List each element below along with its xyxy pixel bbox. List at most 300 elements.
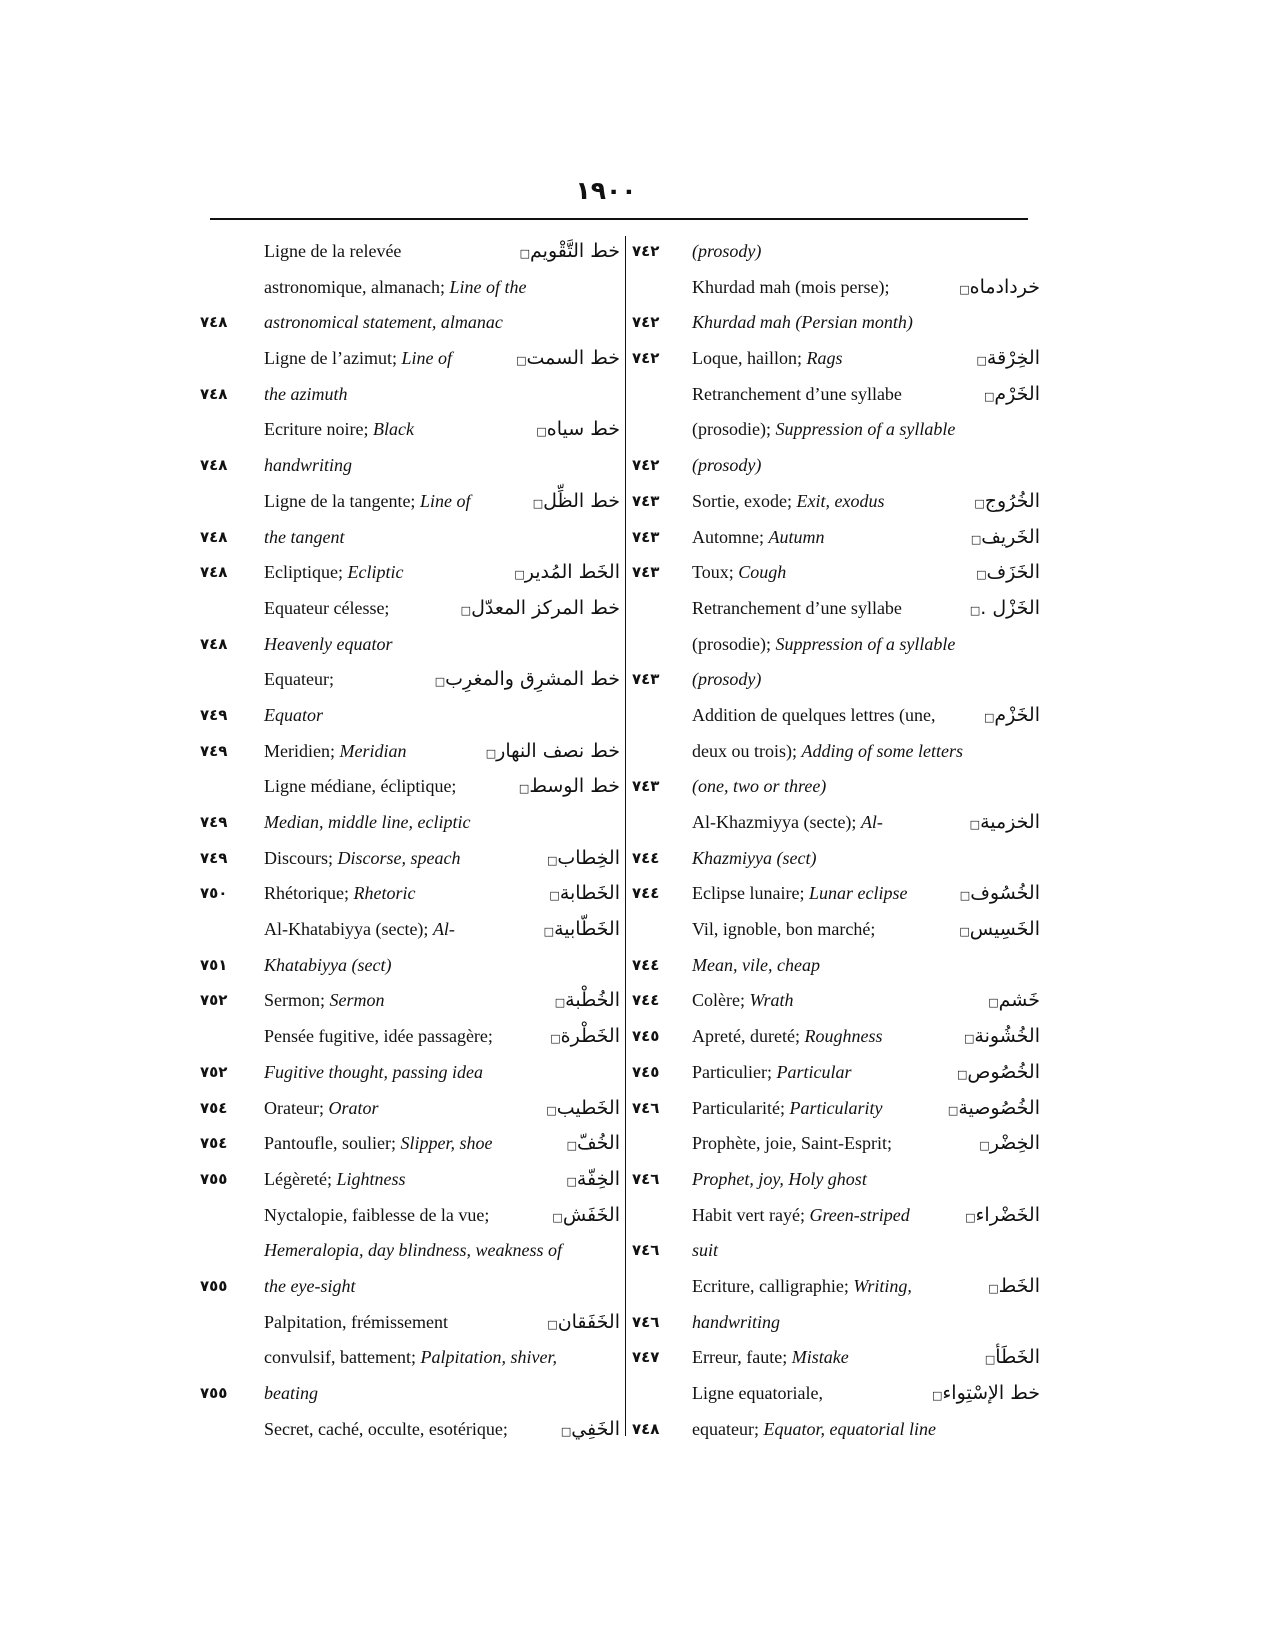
entry-line <box>200 270 620 306</box>
french-text: Rhétorique; <box>264 883 354 904</box>
entry-line <box>200 627 620 663</box>
french-text: Secret, caché, occulte, esotérique; <box>264 1418 508 1439</box>
french-text: Equateur; <box>264 669 334 690</box>
english-text: Autumn <box>768 526 825 547</box>
arabic-headword: الخَطَأ □ <box>985 1340 1040 1378</box>
entry-line <box>632 1162 1040 1198</box>
reference-number: ٧٤٦ <box>632 1241 660 1260</box>
entry-line <box>632 1269 1040 1305</box>
entry-line <box>632 341 1040 377</box>
entry-line <box>632 876 1040 912</box>
entry-line <box>200 1126 620 1162</box>
translation-text <box>264 1055 483 1091</box>
arabic-headword: الخَريف □ <box>971 520 1040 558</box>
english-text: the tangent <box>264 526 345 547</box>
reference-number: ٧٤٨ <box>200 384 228 403</box>
entry-line <box>632 983 1040 1019</box>
translation-text <box>692 1126 892 1162</box>
english-text: Rags <box>806 348 843 369</box>
translation-text <box>264 841 460 877</box>
entry-line <box>200 983 620 1019</box>
arabic-headword: الخِطاب □ <box>547 841 620 879</box>
english-text: the azimuth <box>264 383 348 404</box>
reference-number: ٧٤٢ <box>632 242 660 260</box>
translation-text <box>264 1269 355 1305</box>
french-text: Ligne de l’azimut; <box>264 348 402 369</box>
entry-line <box>200 769 620 805</box>
translation-text <box>692 591 902 627</box>
translation-text <box>692 1376 823 1412</box>
arabic-headword: خط نصف النهار □ <box>486 734 620 772</box>
entry-line <box>200 448 620 484</box>
entry-line <box>200 341 620 377</box>
english-text: Particularity <box>789 1097 883 1118</box>
entry-line <box>632 234 1040 270</box>
english-text: Al- <box>860 812 883 832</box>
reference-number: ٧٤٨ <box>200 563 228 582</box>
translation-text <box>692 805 883 841</box>
reference-number: ٧٤٤ <box>632 884 660 903</box>
english-text: astronomical statement, almanac <box>264 312 503 333</box>
arabic-headword: الخَضْراء □ <box>965 1198 1040 1236</box>
entry-line <box>632 769 1040 805</box>
column-divider <box>625 236 626 1436</box>
translation-text <box>692 1340 849 1376</box>
entry-line <box>200 1055 620 1091</box>
french-text: Sortie, exode; <box>692 490 797 511</box>
entry-line <box>200 412 620 448</box>
english-text: Suppression of a syllable <box>775 419 956 440</box>
arabic-headword: الخُصُوص □ <box>957 1055 1040 1093</box>
translation-text <box>264 1412 508 1448</box>
entry-line <box>200 662 620 698</box>
english-text: Mistake <box>791 1347 849 1368</box>
entry-line <box>632 662 1040 698</box>
right-column <box>632 234 1040 1447</box>
translation-text <box>692 412 955 448</box>
translation-text <box>692 234 761 270</box>
reference-number: ٧٤٨ <box>200 456 228 475</box>
reference-number: ٧٤٥ <box>632 1027 660 1046</box>
english-text: Discorse, speach <box>337 847 461 868</box>
french-text: Ligne médiane, écliptique; <box>264 776 457 797</box>
arabic-headword: الخَفَش □ <box>552 1198 620 1236</box>
french-text: Pantoufle, soulier; <box>264 1133 401 1154</box>
translation-text <box>264 1091 378 1127</box>
arabic-headword: خردادماه □ <box>959 270 1040 308</box>
arabic-headword: الخَسِيس □ <box>959 912 1040 950</box>
translation-text <box>692 1055 851 1091</box>
arabic-headword: الخَزْم □ <box>984 698 1040 736</box>
translation-text <box>264 520 344 556</box>
entry-line <box>632 734 1040 770</box>
reference-number: ٧٤٨ <box>200 313 228 332</box>
french-text: Equateur célesse; <box>264 597 390 618</box>
reference-number: ٧٤٣ <box>632 527 660 546</box>
translation-text <box>692 270 889 306</box>
arabic-headword: الخَفِي □ <box>561 1412 620 1450</box>
reference-number: ٧٥٥ <box>200 1169 228 1188</box>
entry-line <box>200 1091 620 1127</box>
entry-line <box>632 305 1040 341</box>
reference-number: ٧٤٩ <box>200 813 228 831</box>
reference-number: ٧٤٣ <box>632 777 660 796</box>
english-text: Lunar eclipse <box>808 883 908 904</box>
english-text: Hemeralopia, day blindness, weakness of <box>264 1240 562 1261</box>
entry-line <box>200 520 620 556</box>
entry-line <box>632 948 1040 984</box>
english-text: Mean, vile, cheap <box>692 954 820 975</box>
entry-line <box>200 1340 620 1376</box>
english-text: Lightness <box>336 1168 406 1189</box>
french-text: Ligne de la tangente; <box>264 490 420 511</box>
reference-number: ٧٥٥ <box>200 1384 228 1402</box>
reference-number: ٧٤٩ <box>200 741 228 760</box>
translation-text <box>264 1198 489 1234</box>
translation-text <box>264 591 389 627</box>
arabic-headword: خط التَّقْويم □ <box>520 234 620 272</box>
english-text: Ecliptic <box>347 562 404 583</box>
translation-text <box>264 234 401 270</box>
entry-line <box>200 841 620 877</box>
entry-line <box>632 1412 1040 1448</box>
entry-line <box>632 1340 1040 1376</box>
french-text: astronomique, almanach; <box>264 276 450 297</box>
arabic-headword: الخَط المُدير □ <box>514 555 620 593</box>
reference-number: ٧٤٤ <box>632 991 660 1010</box>
english-text: (prosody) <box>692 241 762 261</box>
entry-line <box>200 1305 620 1341</box>
translation-text <box>264 341 452 377</box>
english-text: Writing, <box>853 1275 912 1296</box>
translation-text <box>264 769 456 805</box>
english-text: Orator <box>328 1097 379 1118</box>
english-text: Wrath <box>749 990 794 1011</box>
entry-line <box>632 555 1040 591</box>
entry-line <box>632 698 1040 734</box>
translation-text <box>692 912 875 948</box>
translation-text <box>692 1198 910 1234</box>
french-text: Habit vert rayé; <box>692 1204 810 1225</box>
translation-text <box>264 627 392 663</box>
english-text: Sermon <box>329 990 385 1011</box>
entry-line <box>200 591 620 627</box>
english-text: the eye-sight <box>264 1275 356 1296</box>
translation-text <box>692 1162 867 1198</box>
entry-line <box>632 1233 1040 1269</box>
entry-line <box>200 1376 620 1412</box>
english-text: Khatabiyya (sect) <box>264 954 392 975</box>
entry-line <box>632 1019 1040 1055</box>
english-text: Adding of some letters <box>801 740 963 761</box>
reference-number: ٧٤٦ <box>632 1098 660 1117</box>
entry-line <box>632 591 1040 627</box>
english-text: Line of <box>419 490 471 511</box>
french-text: Retranchement d’une syllabe <box>692 383 902 404</box>
english-text: Exit, exodus <box>796 490 885 511</box>
translation-text <box>692 983 794 1019</box>
french-text: Orateur; <box>264 1097 329 1118</box>
english-text: handwriting <box>264 455 353 476</box>
entry-line <box>632 805 1040 841</box>
english-text: Equator, equatorial line <box>763 1418 936 1439</box>
french-text: Meridien; <box>264 740 340 761</box>
arabic-headword: خط الظِّل □ <box>533 484 620 522</box>
arabic-headword: الخَزْل . □ <box>970 591 1040 629</box>
arabic-headword: خط الوسط □ <box>519 769 620 807</box>
translation-text <box>264 983 385 1019</box>
translation-text <box>692 698 935 734</box>
translation-text <box>692 520 825 556</box>
arabic-headword: الخِفّة □ <box>566 1162 620 1200</box>
french-text: Nyctalopie, faiblesse de la vue; <box>264 1204 490 1225</box>
entry-line <box>200 1019 620 1055</box>
entry-line <box>200 1233 620 1269</box>
english-text: Cough <box>738 562 787 583</box>
english-text: Green-striped <box>809 1204 910 1225</box>
english-text: Meridian <box>339 740 407 761</box>
entry-line <box>632 627 1040 663</box>
translation-text <box>692 555 786 591</box>
translation-text <box>264 1019 493 1055</box>
translation-text <box>692 1233 718 1269</box>
translation-text <box>692 341 842 377</box>
arabic-headword: الخَط □ <box>988 1269 1040 1307</box>
entry-line <box>632 841 1040 877</box>
translation-text <box>692 484 884 520</box>
entry-line <box>200 1269 620 1305</box>
reference-number: ٧٥٤ <box>200 1098 228 1117</box>
entry-line <box>632 1198 1040 1234</box>
reference-number: ٧٥١ <box>200 955 228 974</box>
reference-number: ٧٤٩ <box>200 848 228 867</box>
reference-number: ٧٤٨ <box>200 634 228 653</box>
entry-line <box>200 805 620 841</box>
entry-line <box>200 555 620 591</box>
translation-text <box>264 876 415 912</box>
french-text: Automne; <box>692 526 769 547</box>
french-text: Apreté, dureté; <box>692 1026 805 1047</box>
translation-text <box>264 912 455 948</box>
arabic-headword: خط الإسْتِواء □ <box>932 1376 1040 1414</box>
entry-line <box>632 484 1040 520</box>
reference-number: ٧٥٥ <box>200 1276 228 1295</box>
entry-line <box>632 1126 1040 1162</box>
reference-number: ٧٤٣ <box>632 670 660 689</box>
english-text: Slipper, shoe <box>400 1133 493 1154</box>
translation-text <box>264 484 470 520</box>
english-text: (prosody) <box>692 669 762 690</box>
reference-number: ٧٤٦ <box>632 1312 660 1331</box>
french-text: Pensée fugitive, idée passagère; <box>264 1026 493 1047</box>
arabic-headword: الخُرُوج □ <box>974 484 1040 522</box>
english-text: (prosody) <box>692 455 762 476</box>
english-text: Roughness <box>804 1026 883 1047</box>
translation-text <box>264 448 352 484</box>
arabic-headword: خط السمت □ <box>516 341 620 379</box>
french-text: Particulier; <box>692 1061 777 1082</box>
english-text: Khazmiyya (sect) <box>692 847 817 868</box>
english-text: Black <box>372 419 414 440</box>
translation-text <box>264 377 348 413</box>
entry-line <box>200 484 620 520</box>
translation-text <box>692 1412 936 1448</box>
arabic-headword: خَشم □ <box>988 983 1040 1021</box>
english-text: Suppression of a syllable <box>775 633 956 654</box>
reference-number: ٧٤٧ <box>632 1348 660 1367</box>
french-text: Vil, ignoble, bon marché; <box>692 919 876 940</box>
entry-line <box>632 1055 1040 1091</box>
reference-number: ٧٤٥ <box>632 1062 660 1081</box>
english-text: Palpitation, shiver, <box>420 1347 557 1368</box>
english-text: Fugitive thought, passing idea <box>264 1061 483 1082</box>
arabic-headword: الخَطّابية □ <box>544 912 620 950</box>
entry-line <box>632 412 1040 448</box>
translation-text <box>264 948 391 984</box>
arabic-headword: الخَرْم □ <box>984 377 1040 415</box>
english-text: suit <box>692 1240 719 1261</box>
french-text: Al-Khazmiyya (secte); <box>692 812 861 832</box>
english-text: Particular <box>776 1061 852 1082</box>
arabic-headword: خط سياه □ <box>536 412 620 450</box>
translation-text <box>264 1305 448 1341</box>
translation-text <box>692 1305 780 1341</box>
entry-line <box>632 520 1040 556</box>
reference-number: ٧٤٢ <box>632 349 660 368</box>
entry-line <box>200 734 620 770</box>
entry-line <box>200 876 620 912</box>
reference-number: ٧٤٨ <box>632 1419 660 1438</box>
entry-line <box>200 698 620 734</box>
english-text: Khurdad mah (Persian month) <box>692 312 913 333</box>
translation-text <box>692 1269 912 1305</box>
reference-number: ٧٤٤ <box>632 955 660 974</box>
reference-number: ٧٤٣ <box>632 491 660 510</box>
translation-text <box>264 305 503 341</box>
french-text: Erreur, faute; <box>692 1347 792 1368</box>
translation-text <box>692 305 913 341</box>
translation-text <box>264 1233 562 1269</box>
translation-text <box>692 377 902 413</box>
entry-line <box>200 1412 620 1448</box>
reference-number: ٧٥٢ <box>200 991 228 1010</box>
entry-line <box>632 1376 1040 1412</box>
french-text: Ecriture, calligraphie; <box>692 1275 854 1296</box>
entry-line <box>200 234 620 270</box>
arabic-headword: الخُسُوف □ <box>960 876 1040 914</box>
arabic-headword: الخَطابة □ <box>549 876 620 914</box>
entry-line <box>200 305 620 341</box>
french-text: Particularité; <box>692 1097 790 1118</box>
english-text: beating <box>264 1383 318 1403</box>
translation-text <box>692 1019 882 1055</box>
entry-line <box>632 270 1040 306</box>
translation-text <box>692 1091 882 1127</box>
french-text: equateur; <box>692 1418 764 1439</box>
english-text: Line of the <box>449 276 527 297</box>
translation-text <box>692 662 761 698</box>
reference-number: ٧٤٢ <box>632 456 660 475</box>
reference-number: ٧٤٦ <box>632 1169 660 1188</box>
french-text: Khurdad mah (mois perse); <box>692 276 890 297</box>
translation-text <box>264 1340 557 1376</box>
english-text: Median, middle line, ecliptic <box>264 812 471 832</box>
entry-line <box>632 448 1040 484</box>
arabic-headword: الخِرْقة □ <box>977 341 1041 379</box>
french-text: Ecliptique; <box>264 562 348 583</box>
reference-number: ٧٤٣ <box>632 563 660 582</box>
french-text: Palpitation, frémissement <box>264 1311 448 1332</box>
translation-text <box>264 1126 492 1162</box>
arabic-headword: خط المركز المعدّل □ <box>461 591 620 629</box>
french-text: deux ou trois); <box>692 740 802 761</box>
entry-line <box>200 1198 620 1234</box>
arabic-headword: الخزمية □ <box>970 805 1040 843</box>
reference-number: ٧٤٩ <box>200 705 228 724</box>
arabic-headword: الخُفّ □ <box>567 1126 620 1164</box>
french-text: Ecriture noire; <box>264 419 373 440</box>
reference-number: ٧٤٨ <box>200 527 228 546</box>
french-text: Toux; <box>692 562 739 583</box>
french-text: Légèreté; <box>264 1168 337 1189</box>
arabic-headword: خط المشرِق والمغرِب □ <box>435 662 620 700</box>
english-text: Prophet, joy, Holy ghost <box>692 1168 867 1189</box>
english-text: (one, two or three) <box>692 776 827 797</box>
translation-text <box>264 662 334 698</box>
translation-text <box>692 876 907 912</box>
translation-text <box>692 948 820 984</box>
french-text: Al-Khatabiyya (secte); <box>264 919 433 940</box>
arabic-headword: الخَزَف □ <box>976 555 1040 593</box>
translation-text <box>264 1162 405 1198</box>
french-text: (prosodie); <box>692 633 776 654</box>
header-rule <box>210 218 1028 220</box>
french-text: convulsif, battement; <box>264 1347 421 1368</box>
french-text: Ligne de la relevée <box>264 241 402 261</box>
translation-text <box>692 734 963 770</box>
translation-text <box>692 769 826 805</box>
entry-line <box>632 1305 1040 1341</box>
french-text: Ligne equatoriale, <box>692 1383 823 1403</box>
entry-line <box>632 377 1040 413</box>
english-text: Line of <box>401 348 452 369</box>
english-text: Al- <box>432 919 455 940</box>
entry-line <box>632 1091 1040 1127</box>
translation-text <box>264 734 406 770</box>
translation-text <box>692 627 955 663</box>
french-text: Loque, haillon; <box>692 348 807 369</box>
entry-line <box>200 1162 620 1198</box>
translation-text <box>692 841 816 877</box>
translation-text <box>692 448 761 484</box>
french-text: Prophète, joie, Saint-Esprit; <box>692 1133 892 1154</box>
entry-line <box>200 948 620 984</box>
translation-text <box>264 1376 318 1412</box>
reference-number: ٧٤٤ <box>632 848 660 867</box>
french-text: Colère; <box>692 990 750 1011</box>
english-text: Equator <box>264 704 324 725</box>
arabic-headword: الخُطْبة □ <box>555 983 620 1021</box>
translation-text <box>264 698 323 734</box>
arabic-headword: الخُصُوصية □ <box>948 1091 1040 1129</box>
french-text: (prosodie); <box>692 419 776 440</box>
english-text: handwriting <box>692 1311 781 1332</box>
arabic-headword: الخُشُونة □ <box>964 1019 1040 1057</box>
reference-number: ٧٥٤ <box>200 1134 228 1153</box>
translation-text <box>264 270 526 306</box>
arabic-headword: الخَطيب □ <box>546 1091 620 1129</box>
translation-text <box>264 555 403 591</box>
